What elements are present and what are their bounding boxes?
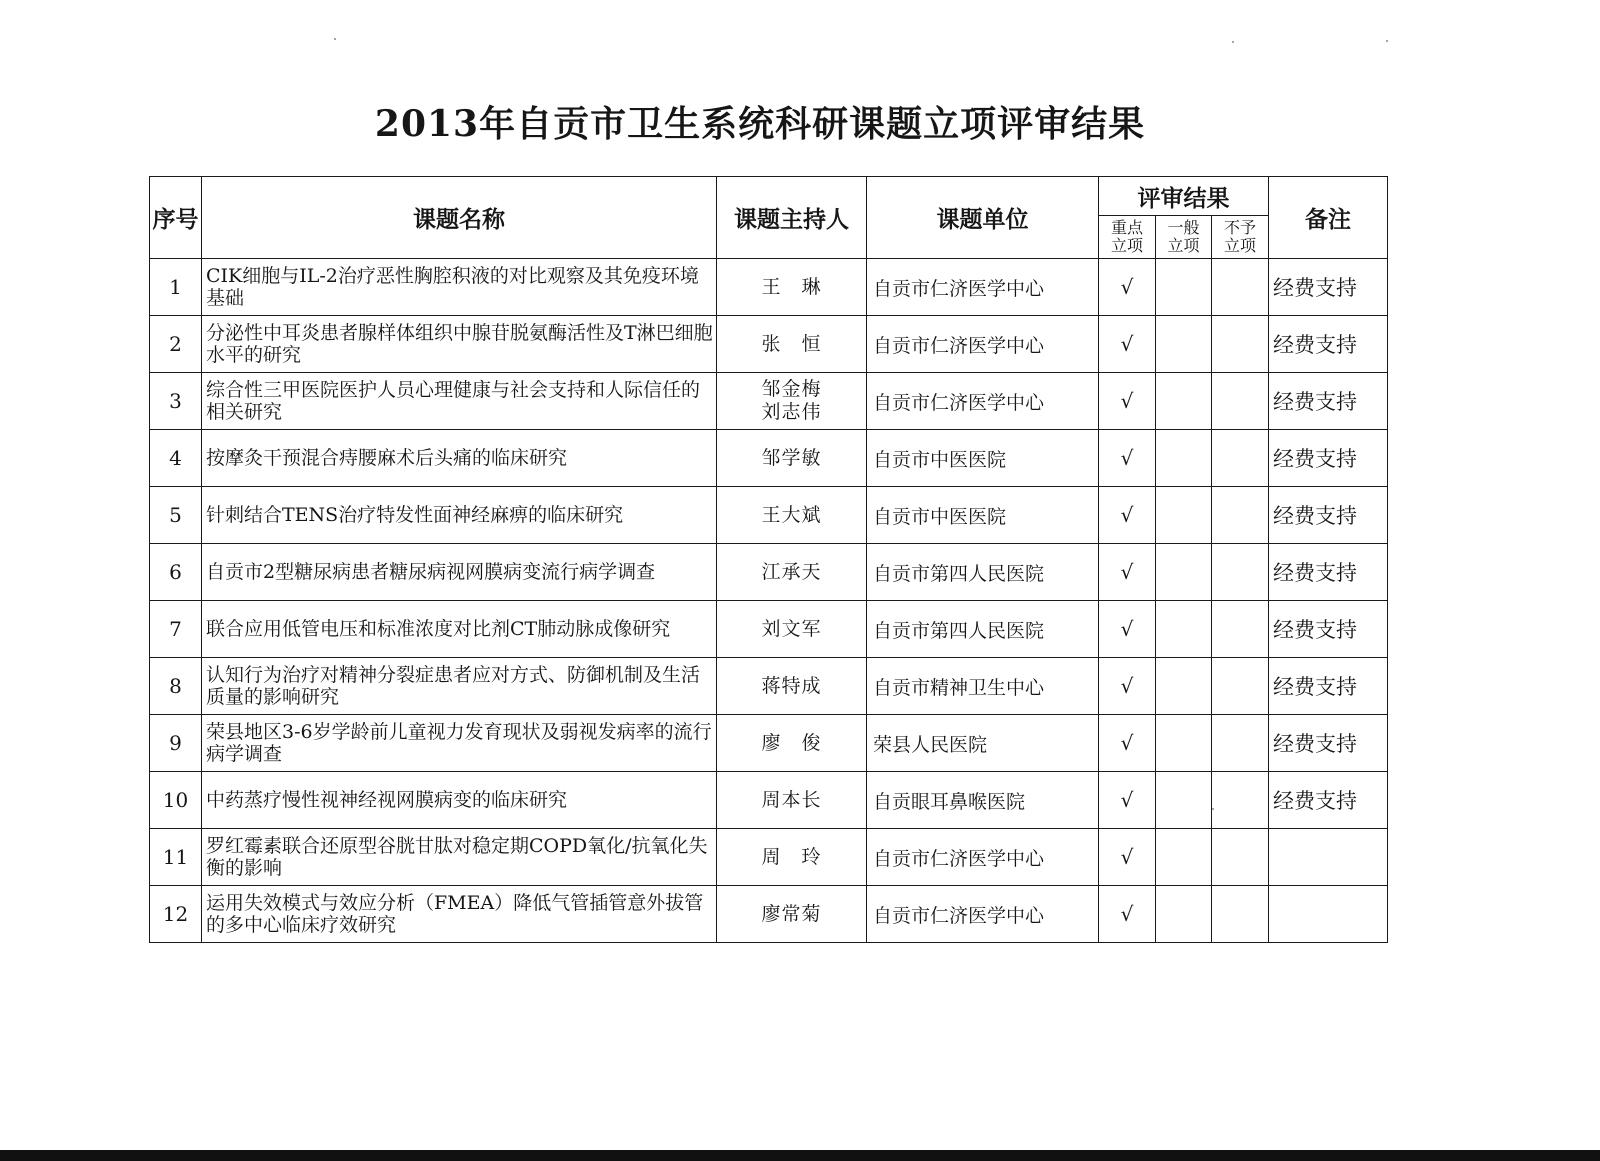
host-name: 邹金梅	[761, 378, 822, 400]
cell-general-project	[1156, 601, 1212, 658]
cell-host	[717, 487, 867, 544]
header-host: 课题主持人	[717, 177, 867, 259]
table-row	[150, 430, 1388, 487]
cell-topic: 认知行为治疗对精神分裂症患者应对方式、防御机制及生活质量的影响研究	[202, 658, 717, 715]
header-rejected-line2: 立项	[1223, 236, 1256, 255]
cell-rejected	[1212, 259, 1269, 316]
cell-general-project	[1156, 544, 1212, 601]
header-general-line2: 立项	[1167, 236, 1200, 255]
cell-key-project: √	[1099, 373, 1156, 430]
cell-key-project: √	[1099, 544, 1156, 601]
table-row	[150, 829, 1388, 886]
host-name: 刘文军	[761, 617, 822, 640]
cell-note	[1269, 829, 1388, 886]
cell-unit: 荣县人民医院	[867, 715, 1099, 772]
cell-general-project	[1156, 430, 1212, 487]
cell-host	[717, 601, 867, 658]
cell-no: 5	[150, 487, 202, 544]
host-name: 周 玲	[761, 845, 822, 868]
header-topic: 课题名称	[202, 177, 717, 259]
cell-rejected	[1212, 601, 1269, 658]
cell-unit: 自贡市仁济医学中心	[867, 886, 1099, 943]
cell-rejected	[1212, 430, 1269, 487]
cell-topic: 分泌性中耳炎患者腺样体组织中腺苷脱氨酶活性及T淋巴细胞水平的研究	[202, 316, 717, 373]
cell-host	[717, 316, 867, 373]
cell-note: 经费支持	[1269, 373, 1388, 430]
cell-no: 6	[150, 544, 202, 601]
cell-topic: 联合应用低管电压和标准浓度对比剂CT肺动脉成像研究	[202, 601, 717, 658]
cell-key-project: √	[1099, 487, 1156, 544]
cell-no: 7	[150, 601, 202, 658]
host-name: 周本长	[761, 788, 822, 811]
cell-key-project: √	[1099, 772, 1156, 829]
cell-rejected	[1212, 772, 1269, 829]
cell-host	[717, 259, 867, 316]
cell-unit: 自贡市精神卫生中心	[867, 658, 1099, 715]
cell-no: 4	[150, 430, 202, 487]
header-row	[150, 177, 1388, 216]
cell-no: 3	[150, 373, 202, 430]
table-row	[150, 544, 1388, 601]
cell-rejected	[1212, 886, 1269, 943]
cell-note: 经费支持	[1269, 259, 1388, 316]
table-row	[150, 772, 1388, 829]
cell-no: 10	[150, 772, 202, 829]
cell-no: 1	[150, 259, 202, 316]
cell-unit: 自贡市中医医院	[867, 430, 1099, 487]
cell-general-project	[1156, 487, 1212, 544]
host-name: 王 琳	[761, 275, 822, 298]
host-name: 刘志伟	[761, 401, 822, 423]
cell-general-project	[1156, 772, 1212, 829]
cell-note: 经费支持	[1269, 487, 1388, 544]
cell-note: 经费支持	[1269, 316, 1388, 373]
cell-no: 8	[150, 658, 202, 715]
cell-general-project	[1156, 658, 1212, 715]
cell-note: 经费支持	[1269, 658, 1388, 715]
cell-host	[717, 658, 867, 715]
cell-note	[1269, 886, 1388, 943]
table-row	[150, 658, 1388, 715]
cell-rejected	[1212, 316, 1269, 373]
cell-key-project: √	[1099, 430, 1156, 487]
table-row	[150, 316, 1388, 373]
cell-no: 12	[150, 886, 202, 943]
cell-host	[717, 772, 867, 829]
host-name: 王大斌	[761, 503, 822, 526]
host-name: 邹学敏	[761, 446, 822, 469]
cell-note: 经费支持	[1269, 544, 1388, 601]
cell-key-project: √	[1099, 259, 1156, 316]
scan-speck	[1232, 41, 1234, 43]
table-row	[150, 715, 1388, 772]
table-row	[150, 487, 1388, 544]
cell-key-project: √	[1099, 316, 1156, 373]
cell-key-project: √	[1099, 886, 1156, 943]
cell-host	[717, 373, 867, 430]
cell-unit: 自贡市仁济医学中心	[867, 259, 1099, 316]
cell-no: 2	[150, 316, 202, 373]
page-title: 2013年自贡市卫生系统科研课题立项评审结果	[374, 103, 1146, 145]
scan-speck	[1386, 40, 1388, 42]
cell-key-project: √	[1099, 715, 1156, 772]
cell-general-project	[1156, 829, 1212, 886]
header-rejected	[1212, 216, 1269, 259]
review-results-table	[149, 176, 1388, 943]
cell-topic: 荣县地区3-6岁学龄前儿童视力发育现状及弱视发病率的流行病学调查	[202, 715, 717, 772]
cell-note: 经费支持	[1269, 772, 1388, 829]
table-row	[150, 601, 1388, 658]
cell-note: 经费支持	[1269, 430, 1388, 487]
cell-topic: 综合性三甲医院医护人员心理健康与社会支持和人际信任的相关研究	[202, 373, 717, 430]
cell-host	[717, 544, 867, 601]
cell-host	[717, 829, 867, 886]
cell-rejected	[1212, 829, 1269, 886]
header-key-line1: 重点	[1110, 218, 1143, 237]
table-row	[150, 886, 1388, 943]
host-name: 张 恒	[761, 332, 822, 355]
host-name: 廖常菊	[761, 902, 822, 925]
cell-general-project	[1156, 886, 1212, 943]
cell-general-project	[1156, 316, 1212, 373]
cell-unit: 自贡市仁济医学中心	[867, 316, 1099, 373]
cell-rejected	[1212, 715, 1269, 772]
host-name: 江承天	[761, 560, 822, 583]
header-rejected-line1: 不予	[1223, 218, 1256, 237]
cell-unit: 自贡市仁济医学中心	[867, 829, 1099, 886]
header-note: 备注	[1269, 177, 1388, 259]
scan-bottom-edge	[0, 1150, 1600, 1161]
cell-general-project	[1156, 715, 1212, 772]
header-review: 评审结果	[1099, 177, 1269, 216]
cell-rejected	[1212, 487, 1269, 544]
table-row	[150, 259, 1388, 316]
host-name: 廖 俊	[761, 731, 822, 754]
cell-general-project	[1156, 373, 1212, 430]
scan-speck	[1212, 808, 1214, 810]
cell-rejected	[1212, 658, 1269, 715]
header-unit: 课题单位	[867, 177, 1099, 259]
cell-topic: 针刺结合TENS治疗特发性面神经麻痹的临床研究	[202, 487, 717, 544]
cell-no: 11	[150, 829, 202, 886]
cell-note: 经费支持	[1269, 601, 1388, 658]
cell-rejected	[1212, 373, 1269, 430]
cell-host	[717, 715, 867, 772]
header-key-project	[1099, 216, 1156, 259]
cell-note: 经费支持	[1269, 715, 1388, 772]
header-no: 序号	[150, 177, 202, 259]
cell-topic: 自贡市2型糖尿病患者糖尿病视网膜病变流行病学调查	[202, 544, 717, 601]
cell-topic: 运用失效模式与效应分析（FMEA）降低气管插管意外拔管的多中心临床疗效研究	[202, 886, 717, 943]
cell-topic: CIK细胞与IL-2治疗恶性胸腔积液的对比观察及其免疫环境基础	[202, 259, 717, 316]
cell-topic: 按摩灸干预混合痔腰麻术后头痛的临床研究	[202, 430, 717, 487]
cell-unit: 自贡市第四人民医院	[867, 601, 1099, 658]
cell-key-project: √	[1099, 658, 1156, 715]
header-key-line2: 立项	[1110, 236, 1143, 255]
table-row	[150, 373, 1388, 430]
cell-unit: 自贡市第四人民医院	[867, 544, 1099, 601]
cell-topic: 中药蒸疗慢性视神经视网膜病变的临床研究	[202, 772, 717, 829]
cell-unit: 自贡市中医医院	[867, 487, 1099, 544]
cell-host	[717, 430, 867, 487]
header-general-line1: 一般	[1167, 218, 1200, 237]
scan-speck	[334, 38, 336, 40]
cell-general-project	[1156, 259, 1212, 316]
cell-rejected	[1212, 544, 1269, 601]
header-general-project	[1156, 216, 1212, 259]
cell-key-project: √	[1099, 829, 1156, 886]
cell-host	[717, 886, 867, 943]
cell-key-project: √	[1099, 601, 1156, 658]
host-name: 蒋特成	[761, 674, 822, 697]
cell-topic: 罗红霉素联合还原型谷胱甘肽对稳定期COPD氧化/抗氧化失衡的影响	[202, 829, 717, 886]
cell-unit: 自贡市仁济医学中心	[867, 373, 1099, 430]
cell-no: 9	[150, 715, 202, 772]
cell-unit: 自贡眼耳鼻喉医院	[867, 772, 1099, 829]
